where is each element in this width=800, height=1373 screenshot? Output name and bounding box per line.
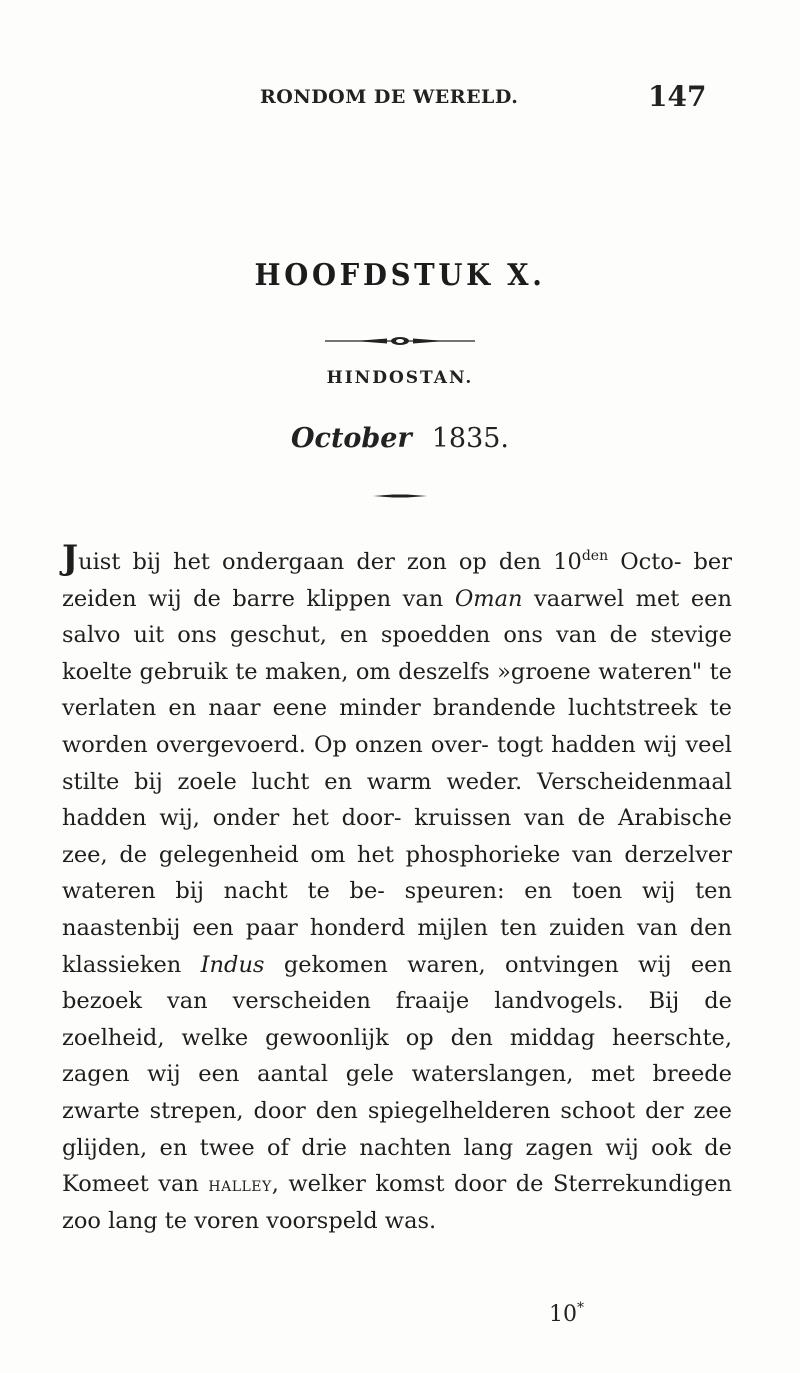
- signature-number: 10: [549, 1302, 577, 1327]
- chapter-title: HOOFDSTUK X.: [254, 258, 546, 293]
- drop-cap: J: [62, 538, 79, 578]
- text-run: Octo- ber zeiden wij de barre klippen van: [62, 549, 732, 612]
- page-number: 147: [648, 80, 707, 113]
- signature-star: *: [577, 1300, 584, 1316]
- text-run: , welker komst door de Sterrekundigen zoo lang te voren voorspeld was.: [62, 1171, 733, 1234]
- smallcaps-name: halley: [208, 1172, 272, 1197]
- date-line: [0, 423, 800, 454]
- running-head: RONDOM DE WERELD.: [260, 86, 519, 108]
- italic-place-name: Indus: [200, 951, 265, 978]
- body-text: [62, 538, 732, 1239]
- date-year: 1835.: [431, 423, 510, 454]
- text-run: uist bij het ondergaan der zon op den 10: [78, 549, 582, 575]
- section-title: HINDOSTAN.: [326, 368, 474, 388]
- date-month: October: [290, 423, 412, 454]
- paragraph: [62, 538, 732, 1239]
- text-run: gekomen waren, ontvingen wij een bezoek van verscheiden fraaije landvogels. Bij de zoelheid, welke gewoonlijk op den middag heerschte, zagen wij een aantal gele waterslangen, met breede zwarte strepen, door den spiegelhelderen schoot der zee glijden, en twee of drie nachten lang zagen wij ook de Komeet van: [62, 951, 732, 1198]
- text-run: vaarwel met een salvo uit ons geschut, en spoedden ons van de stevige koelte gebruik te maken, om deszelfs »groene wateren" te verlaten en naar eene minder brandende luchtstreek te worden overgevoerd. Op onzen over- togt hadden wij veel stilte bij zoele lucht en warm weder. Verscheidenmaal hadden wij, onder het door- kruissen van de Arabische zee, de gelegenheid om het phosphorieke van derzelver wateren bij nacht te be- speuren: en toen wij ten naastenbij een paar honderd mijlen ten zuiden van den klassieken: [62, 585, 732, 978]
- italic-place-name: Oman: [454, 585, 523, 612]
- short-rule: [373, 493, 427, 499]
- superscript: den: [581, 548, 609, 564]
- ornament-divider: [325, 336, 475, 346]
- signature-mark: [549, 1300, 584, 1327]
